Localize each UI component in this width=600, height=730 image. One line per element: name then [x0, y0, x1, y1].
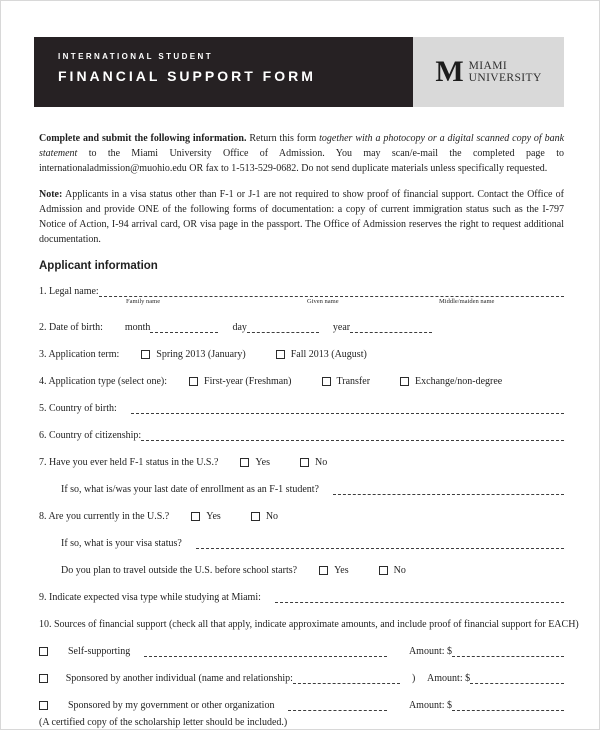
sponsored-government-amount-label: Amount: $ [408, 700, 452, 711]
field-date-of-birth [39, 322, 564, 333]
f1-yes-label: Yes [255, 457, 270, 468]
form-title: FINANCIAL SUPPORT FORM [58, 68, 316, 84]
country-of-citizenship-input-line[interactable] [141, 430, 564, 441]
sponsored-individual-amount-input-line[interactable] [470, 673, 564, 684]
first-year-label: First-year (Freshman) [204, 376, 292, 387]
form-eyebrow: INTERNATIONAL STUDENT [58, 52, 213, 61]
sponsored-government-label: Sponsored by my government or other organization [68, 700, 275, 711]
form-header [34, 37, 564, 107]
sponsored-government-dash-line [288, 700, 386, 711]
dob-month-input-line[interactable] [150, 322, 218, 333]
self-supporting-label: Self-supporting [68, 646, 131, 657]
checkbox-fall-2013[interactable] [276, 350, 285, 359]
university-name: MIAMI UNIVERSITY [468, 60, 542, 84]
scholarship-letter-note: (A certified copy of the scholarship letter should be included.) [39, 717, 288, 728]
sponsored-individual-label: Sponsored by another individual (name and relationship: [65, 673, 293, 684]
f1-last-enrollment-label: If so, what is/was your last date of enrollment as an F-1 student? [61, 484, 319, 495]
field-visa-status [61, 538, 564, 549]
legal-name-sublabels [39, 297, 564, 306]
sources-of-support-label: 10. Sources of financial support (check all that apply, indicate approximate amounts, and include proof of financial support for EACH) [39, 619, 579, 630]
checkbox-self-supporting[interactable] [39, 647, 48, 656]
university-logo [413, 37, 564, 107]
checkbox-f1-no[interactable] [300, 458, 309, 467]
checkbox-f1-yes[interactable] [240, 458, 249, 467]
field-currently-in-us [39, 511, 564, 522]
field-sponsored-individual [39, 673, 564, 684]
fall-2013-label: Fall 2013 (August) [290, 349, 367, 360]
sponsored-government-amount-input-line[interactable] [452, 700, 564, 711]
checkbox-travel-yes[interactable] [319, 566, 328, 575]
f1-last-enrollment-input-line[interactable] [333, 484, 564, 495]
checkbox-sponsored-government[interactable] [39, 701, 48, 710]
field-sponsored-government [39, 700, 564, 711]
country-of-citizenship-label: 6. Country of citizenship: [39, 430, 142, 441]
dob-year-label: year [332, 322, 351, 333]
in-us-no-label: No [265, 511, 279, 522]
self-supporting-amount-label: Amount: $ [408, 646, 452, 657]
legal-name-input-line[interactable] [99, 286, 564, 297]
travel-yes-label: Yes [334, 565, 349, 576]
spring-2013-label: Spring 2013 (January) [156, 349, 246, 360]
application-term-label: 3. Application term: [39, 349, 120, 360]
checkbox-exchange-non-degree[interactable] [400, 377, 409, 386]
field-f1-last-enrollment [61, 484, 564, 495]
checkbox-first-year[interactable] [189, 377, 198, 386]
self-supporting-dash-line [144, 646, 387, 657]
field-country-of-birth [39, 403, 564, 414]
travel-before-school-label: Do you plan to travel outside the U.S. before school starts? [61, 565, 298, 576]
field-application-type [39, 376, 564, 387]
instructions-paragraph: Complete and submit the following information. Return this form together with a photocopy or a digital scanned copy of bank statement to the Miami University Office of Admission. You may scan/e-mail the completed page to internationaladmission@muohio.edu OR fax to 1-513-529-0682. Do not send duplicate materials unless specifically requested. [39, 133, 565, 174]
exchange-non-degree-label: Exchange/non-degree [415, 376, 503, 387]
expected-visa-type-label: 9. Indicate expected visa type while studying at Miami: [39, 592, 261, 603]
middle-maiden-name-label: Middle/maiden name [439, 298, 495, 305]
checkbox-transfer[interactable] [322, 377, 331, 386]
checkbox-in-us-yes[interactable] [191, 512, 200, 521]
legal-name-label: 1. Legal name: [39, 286, 99, 297]
miami-m-logo-icon: M [435, 55, 464, 88]
field-application-term [39, 349, 564, 360]
dob-day-input-line[interactable] [247, 322, 319, 333]
currently-in-us-label: 8. Are you currently in the U.S.? [39, 511, 170, 522]
dob-label: 2. Date of birth: [39, 322, 103, 333]
field-travel-before-school [61, 565, 564, 576]
in-us-yes-label: Yes [206, 511, 221, 522]
section-title-applicant-information: Applicant information [39, 260, 158, 272]
checkbox-sponsored-individual[interactable] [39, 674, 48, 683]
visa-status-input-line[interactable] [196, 538, 564, 549]
checkbox-spring-2013[interactable] [141, 350, 150, 359]
form-header-banner [34, 37, 413, 107]
field-legal-name [39, 286, 564, 297]
travel-no-label: No [393, 565, 406, 576]
f1-status-label: 7. Have you ever held F-1 status in the U.S.? [39, 457, 219, 468]
note-paragraph: Note: Applicants in a visa status other than F-1 or J-1 are not required to show proof of financial support. Contact the Office of Admission and provide ONE of the following forms of documentation: a copy of current immigration status such as the I-797 Notice of Action, I-94 arrival card, OR visa page in the passport. The Office of Admission reserves the right to request additional documentation. [39, 189, 564, 245]
sponsored-individual-close-paren: ) [411, 673, 416, 684]
country-of-birth-input-line[interactable] [131, 403, 564, 414]
field-f1-status [39, 457, 564, 468]
dob-year-input-line[interactable] [350, 322, 432, 333]
f1-no-label: No [314, 457, 328, 468]
checkbox-in-us-no[interactable] [251, 512, 260, 521]
field-sources-of-support [39, 619, 579, 630]
sponsored-individual-amount-label: Amount: $ [427, 673, 471, 684]
given-name-label: Given name [307, 298, 339, 305]
transfer-label: Transfer [336, 376, 371, 387]
visa-status-label: If so, what is your visa status? [61, 538, 182, 549]
field-self-supporting [39, 646, 564, 657]
application-type-label: 4. Application type (select one): [39, 376, 168, 387]
field-expected-visa-type [39, 592, 564, 603]
self-supporting-amount-input-line[interactable] [452, 646, 564, 657]
dob-month-label: month [124, 322, 151, 333]
expected-visa-type-input-line[interactable] [275, 592, 564, 603]
country-of-birth-label: 5. Country of birth: [39, 403, 117, 414]
checkbox-travel-no[interactable] [379, 566, 388, 575]
family-name-label: Family name [126, 298, 161, 305]
sponsored-individual-name-input-line[interactable] [293, 673, 400, 684]
field-country-of-citizenship [39, 430, 564, 441]
dob-day-label: day [232, 322, 247, 333]
